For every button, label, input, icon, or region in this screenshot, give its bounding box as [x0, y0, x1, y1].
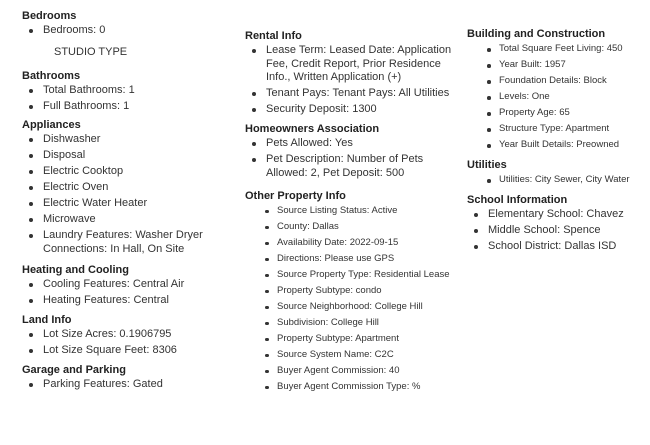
section-title: Other Property Info	[245, 189, 346, 202]
list-item: Pets Allowed: Yes	[245, 136, 460, 152]
section-title: Heating and Cooling	[22, 263, 129, 276]
list-item: School District: Dallas ISD	[467, 239, 647, 255]
column-3	[467, 0, 647, 255]
bathrooms-list	[22, 83, 232, 115]
land-info-section	[22, 314, 232, 359]
section-title: Homeowners Association	[245, 123, 380, 135]
heating-cooling-list	[22, 277, 232, 309]
column-1	[22, 0, 232, 393]
utilities-section	[467, 159, 647, 188]
list-item: Lot Size Square Feet: 8306	[22, 343, 232, 359]
building-construction-list	[467, 41, 647, 153]
land-info-list	[22, 327, 232, 359]
list-item: Foundation Details: Block	[467, 73, 647, 89]
section-title: Garage and Parking	[22, 363, 126, 376]
list-item: Cooling Features: Central Air	[22, 277, 232, 293]
list-item: Lot Size Acres: 0.1906795	[22, 327, 232, 343]
list-item: Availability Date: 2022-09-15	[245, 235, 460, 251]
homeowners-association-section	[245, 123, 460, 182]
list-item: Electric Cooktop	[22, 164, 232, 180]
building-construction-section	[467, 28, 647, 153]
list-item: Tenant Pays: Tenant Pays: All Utilities	[245, 86, 460, 102]
list-item: Year Built: 1957	[467, 57, 647, 73]
list-item: Dishwasher	[22, 132, 232, 148]
list-item: Electric Oven	[22, 180, 232, 196]
appliances-section	[22, 119, 232, 258]
column-2	[245, 0, 460, 395]
list-item: Utilities: City Sewer, City Water	[467, 172, 647, 188]
school-information-section	[467, 194, 647, 255]
list-item: Levels: One	[467, 89, 647, 105]
list-item: Property Subtype: Apartment	[245, 331, 460, 347]
list-item: Source System Name: C2C	[245, 347, 460, 363]
section-title: Bathrooms	[22, 70, 81, 82]
list-item: Property Age: 65	[467, 105, 647, 121]
list-item: Lease Term: Leased Date: Application Fee, Credit Report, Prior Residence Info., Written Application (+)	[245, 43, 460, 86]
homeowners-association-list	[245, 136, 460, 182]
list-item: Laundry Features: Washer Dryer Connections: In Hall, On Site	[22, 228, 232, 258]
section-title: Bedrooms	[22, 10, 77, 22]
list-item: Directions: Please use GPS	[245, 251, 460, 267]
heating-cooling-section	[22, 264, 232, 309]
other-property-info-section	[245, 190, 460, 395]
section-title: Appliances	[22, 119, 81, 131]
section-title: Utilities	[467, 159, 507, 171]
section-title: Rental Info	[245, 30, 302, 42]
list-item: Subdivision: College Hill	[245, 315, 460, 331]
bathrooms-section	[22, 70, 232, 115]
list-item: Source Listing Status: Active	[245, 203, 460, 219]
list-item: Source Property Type: Residential Lease	[245, 267, 460, 283]
list-item: Pet Description: Number of Pets Allowed: 2, Pet Deposit: 500	[245, 152, 460, 182]
list-item: Buyer Agent Commission: 40	[245, 363, 460, 379]
bedrooms-section	[22, 10, 232, 59]
garage-parking-list	[22, 377, 232, 393]
other-property-info-list	[245, 203, 460, 395]
garage-parking-section	[22, 364, 232, 393]
rental-info-list	[245, 43, 460, 118]
list-item: Heating Features: Central	[22, 293, 232, 309]
list-item: Disposal	[22, 148, 232, 164]
list-item: Parking Features: Gated	[22, 377, 232, 393]
list-item: Middle School: Spence	[467, 223, 647, 239]
list-item: Total Bathrooms: 1	[22, 83, 232, 99]
list-item: Full Bathrooms: 1	[22, 99, 232, 115]
list-item: Microwave	[22, 212, 232, 228]
section-title: Land Info	[22, 313, 72, 326]
list-item: Electric Water Heater	[22, 196, 232, 212]
section-title: School Information	[467, 194, 568, 206]
bedrooms-list	[22, 23, 232, 39]
studio-note: STUDIO TYPE	[54, 46, 128, 58]
list-item: Buyer Agent Commission Type: %	[245, 379, 460, 395]
list-item: Year Built Details: Preowned	[467, 137, 647, 153]
rental-info-section	[245, 30, 460, 118]
list-item: Security Deposit: 1300	[245, 102, 460, 118]
appliances-list	[22, 132, 232, 258]
list-item: Structure Type: Apartment	[467, 121, 647, 137]
utilities-list	[467, 172, 647, 188]
list-item: Source Neighborhood: College Hill	[245, 299, 460, 315]
school-information-list	[467, 207, 647, 255]
list-item: Bedrooms: 0	[22, 23, 232, 39]
section-title: Building and Construction	[467, 28, 606, 40]
list-item: Total Square Feet Living: 450	[467, 41, 647, 57]
list-item: Property Subtype: condo	[245, 283, 460, 299]
list-item: Elementary School: Chavez	[467, 207, 647, 223]
list-item: County: Dallas	[245, 219, 460, 235]
